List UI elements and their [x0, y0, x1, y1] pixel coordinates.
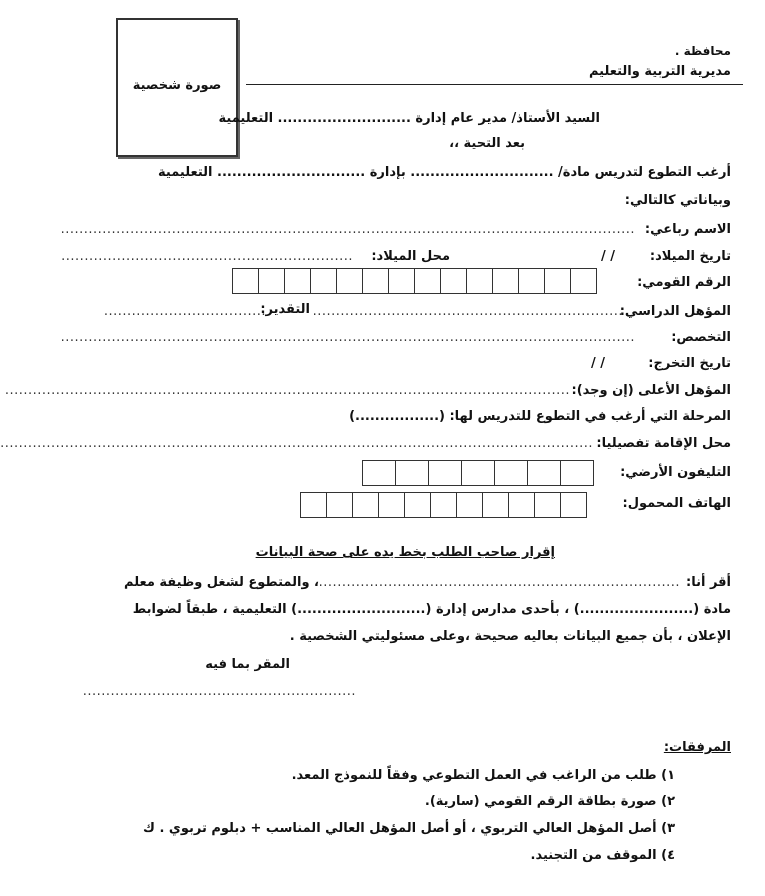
- mobile-boxes: [300, 492, 587, 518]
- graduation-date-label: تاريخ التخرج:: [648, 356, 731, 371]
- address-line: السيد الأستاذ/ مدير عام إدارة ........................... التعليمية: [218, 111, 600, 126]
- name-label: الاسم رباعي:: [644, 222, 731, 237]
- name-dots: ............................................................................................................................: [60, 222, 635, 237]
- qualification-label: المؤهل الدراسي:: [619, 304, 731, 319]
- national-id-label: الرقم القومي:: [637, 275, 731, 290]
- birth-date-slashes: / /: [600, 249, 615, 264]
- data-heading: وبياناتي كالتالي:: [624, 193, 731, 208]
- photo-placeholder: [116, 18, 238, 157]
- greeting: بعد التحية ،،: [449, 136, 525, 151]
- directorate-label: مديرية التربية والتعليم: [588, 64, 731, 79]
- header-divider: [246, 84, 743, 85]
- qualification-dots: ...................................................................: [312, 304, 623, 319]
- declaration-line2: مادة (.......................) ، بأحدى مدارس إدارة (..........................) التعليمية ، طبقاً لضوابط: [132, 602, 731, 617]
- attachment-item-4: ٤) الموقف من التجنيد.: [530, 848, 675, 863]
- request-line: أرغب التطوع لتدريس مادة/ ............................. بإدارة .............................. التعليمية: [158, 165, 731, 180]
- declaration-name-dots: ...............................................................................: [314, 575, 680, 590]
- birth-place-dots: ...............................................................: [61, 249, 353, 264]
- landline-label: التليفون الأرضي:: [620, 465, 731, 480]
- declaration-end: ، والمتطوع لشغل وظيفة معلم: [124, 575, 319, 590]
- landline-boxes: [362, 460, 594, 486]
- declaration-start: أقر أنا:: [686, 575, 731, 590]
- residence-dots: ................................................................................................................................: [0, 436, 593, 451]
- specialization-dots: ............................................................................................................................: [60, 330, 635, 345]
- grade-label: التقدير:: [260, 302, 310, 317]
- higher-qualification-dots: ..........................................................................................................................: [4, 383, 570, 398]
- signature-dots: ...........................................................: [82, 684, 356, 699]
- attachment-item-2: ٢) صورة بطاقة الرقم القومي (سارية).: [424, 794, 675, 809]
- birth-place-label: محل الميلاد:: [371, 249, 450, 264]
- signatory-label: المقر بما فيه: [205, 657, 290, 672]
- higher-qualification-label: المؤهل الأعلى (إن وجد):: [571, 383, 731, 398]
- mobile-label: الهاتف المحمول:: [622, 496, 731, 511]
- attachment-item-1: ١) طلب من الراغب في العمل التطوعي وفقاً للنموذج المعد.: [291, 768, 675, 783]
- declaration-line3: الإعلان ، بأن جميع البيانات بعاليه صحيحة ،وعلى مسئوليتي الشخصية .: [289, 629, 731, 644]
- stage-line: المرحلة التي أرغب في التطوع للتدريس لها: (.................): [349, 409, 731, 424]
- grade-dots: ...................................: [103, 304, 266, 319]
- photo-label: صورة شخصية: [132, 78, 222, 93]
- residence-label: محل الإقامة تفصيليا:: [596, 436, 731, 451]
- national-id-boxes: [232, 268, 597, 294]
- declaration-title: إقرار صاحب الطلب بخط يده على صحة البيانات: [255, 545, 555, 560]
- birth-date-label: تاريخ الميلاد:: [649, 249, 731, 264]
- attachment-item-3: ٣) أصل المؤهل العالي التربوي ، أو أصل المؤهل العالي المناسب + دبلوم تربوي . ك: [143, 821, 675, 836]
- attachments-heading: المرفقات:: [663, 740, 731, 755]
- governorate-label: محافظة .: [674, 44, 731, 58]
- graduation-date-slashes: / /: [590, 356, 605, 371]
- specialization-label: التخصص:: [671, 330, 731, 345]
